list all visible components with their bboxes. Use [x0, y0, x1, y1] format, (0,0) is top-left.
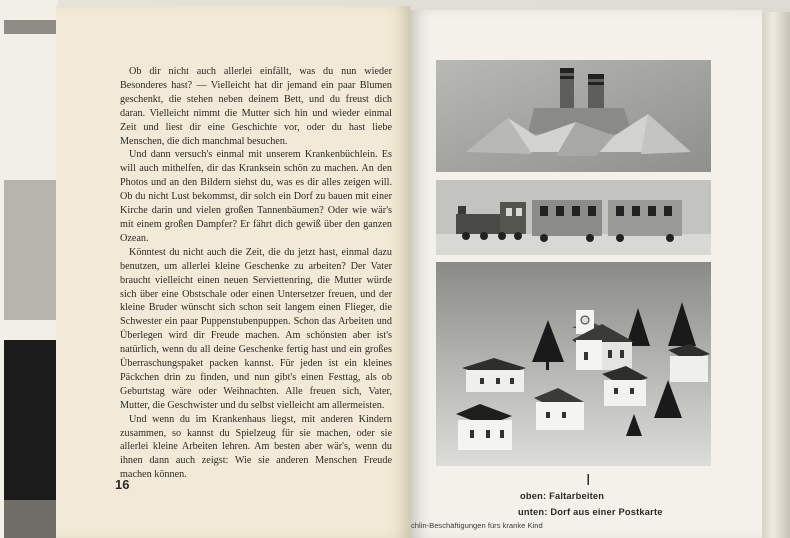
book-edge-left [0, 0, 58, 538]
photo-village [436, 262, 711, 466]
edge-stripe [4, 340, 58, 500]
caption-bottom: unten: Dorf aus einer Postkarte [518, 507, 663, 517]
photo-train [436, 180, 711, 255]
edge-stripe [4, 500, 58, 538]
book-edge-right [762, 12, 790, 538]
paragraph: Ob dir nicht auch allerlei einfällt, was du nun wieder Besonderes hast? — Vielleicht hat dir jemand ein paar Blumen geschenkt, die stehen neben deinem Bett, und du freust dich daran. Vielleicht nimmt die Mutter sich hin und wieder einmal Zeit und liest dir eine Geschichte vor, oder du hast liebe Menschen, die dich manchmal besuchen. [120, 66, 392, 147]
plate-number: I [586, 472, 591, 489]
paragraph: Und wenn du im Krankenhaus liegst, mit anderen Kindern zusammen, so kannst du Spielzeug für sie machen, oder sie allerlei kleine Arbeiten lehren. Am besten aber wär's, wenn du ihnen dann auch zeigst: Wie sie anderen Menschen Freude machen können. [120, 413, 392, 481]
edge-stripe [4, 180, 58, 320]
footer-title: chlin-Beschäftigungen fürs kranke Kind [411, 521, 543, 530]
photo-steamship [436, 60, 711, 172]
body-text [120, 65, 392, 482]
caption-top: oben: Faltarbeiten [520, 491, 605, 501]
train-illustration [436, 180, 711, 255]
edge-stripe [4, 20, 58, 34]
page-number: 16 [115, 477, 130, 492]
paragraph: Könntest du nicht auch die Zeit, die du jetzt hast, einmal dazu benutzen, um allerlei kleine Geschenke zu arbeiten? Der Vater braucht vielleicht einen neuen Serviettenring, die Mutter würde sich über eine Obstschale oder einen Untersetzer freuen, und der kleine Bruder wünscht sich schon seit langem einen Flieger, die Schwester ein paar Puppenstubenpuppen. Schon das Arbeiten und Überlegen wird dir Freude machen. Am schönsten aber ist's natürlich, wenn du all deine Geschenke fertig hast und ein großes Überraschungspaket packen kannst. Für jeden ist ein kleines Päckchen drin zu finden, und nun gibt's einen Festtag, als ob Geburtstag wäre oder Weihnachten. Alle freuen sich, Vater, Mutter, die Geschwister und du selbst vielleicht am allermeisten. [120, 246, 392, 411]
village-illustration [436, 262, 711, 466]
paragraph: Und dann versuch's einmal mit unserem Krankenbüchlein. Es will auch mithelfen, dir das Kranksein schön zu machen. An den Photos und an den Bildern siehst du, was es dir alles zeigen will. Ob du nicht Lust bekommst, dir solch ein Dorf zu bauen mit einer Kirche darin und vielen großen Tannenbäumen? Oder wie wär's mit einem großen Dampfer? Er fährt dich gewiß über den ganzen Ozean. [120, 149, 392, 244]
steamship-illustration [436, 60, 711, 172]
